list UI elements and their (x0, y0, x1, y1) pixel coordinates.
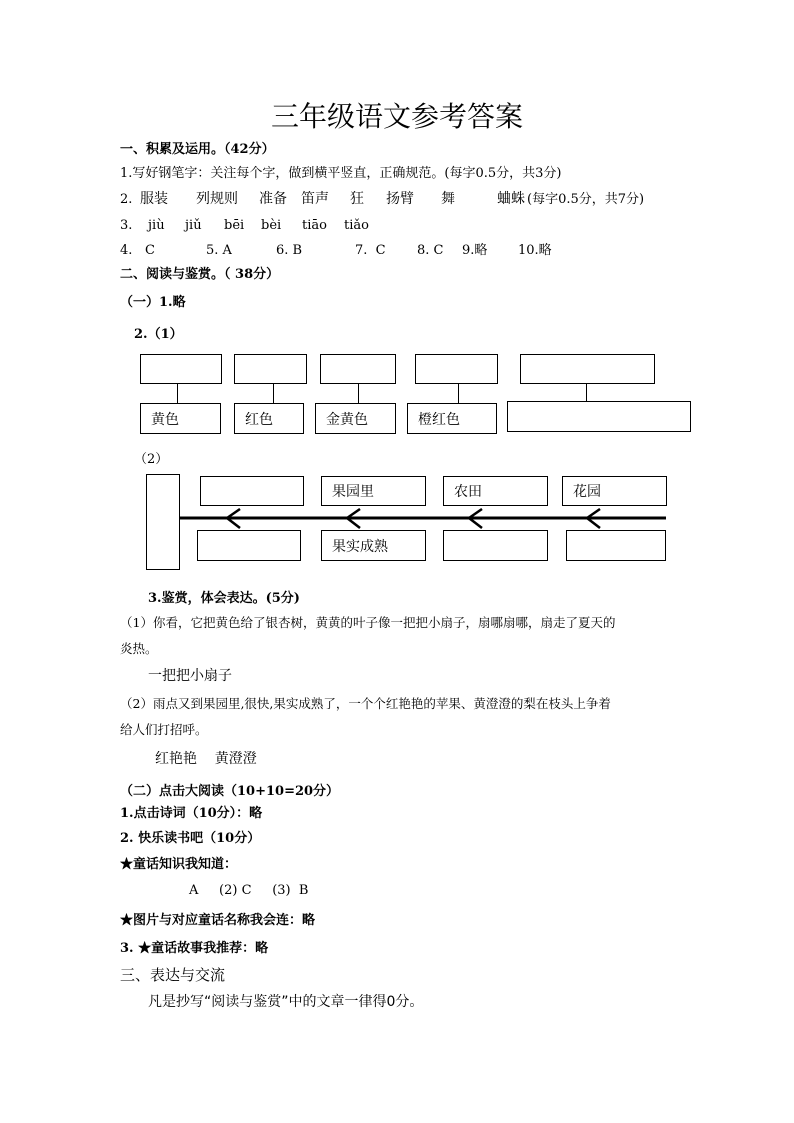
fishbone-label: 花园 (573, 484, 601, 500)
section-3-note: 凡是抄写“阅读与鉴赏”中的文章一律得0分。 (148, 994, 424, 1010)
part-2-q2: 2. 快乐读书吧（10分） (120, 831, 261, 846)
q3-1-text: （1）你看，它把黄色给了银杏树，黄黄的叶子像一把把小扇子，扇哪扇哪，扇走了夏天的 (120, 615, 616, 630)
fishbone-top-box (562, 476, 667, 506)
fishbone-label: 农田 (454, 484, 482, 500)
q2-word: 蛐蛛 (497, 191, 525, 207)
fishbone-label: 果实成熟 (332, 538, 388, 555)
fishbone-bottom-box (321, 530, 426, 561)
fishbone-top-box (443, 476, 548, 506)
q3-pinyin: jiù (148, 218, 165, 233)
part-2-q1: 1.点击诗词（10分）：略 (120, 806, 263, 821)
q1-line: 1.写好钢笔字：关注每个字，做到横平竖直，正确规范。(每字0.5分，共3分) (120, 166, 562, 181)
q3-pinyin: bēi (224, 218, 245, 233)
q3-title: 3.鉴赏，体会表达。(5分) (148, 591, 300, 606)
q3-pinyin: bèi (261, 218, 282, 233)
fairy-tale-knowledge: ★童话知识我知道： (120, 857, 238, 872)
q2-1-label: 2.（1） (134, 327, 183, 342)
picture-match: ★图片与对应童话名称我会连：略 (120, 913, 316, 928)
q2-2-label: （2） (134, 452, 169, 467)
story-recommend: 3. ★童话故事我推荐：略 (120, 941, 269, 956)
fishbone-bottom-box (566, 530, 666, 561)
fishbone-bottom-box (197, 530, 301, 561)
q3-1-answer: 一把把小扇子 (148, 668, 232, 684)
q2-word: 狂 (350, 191, 364, 207)
q3-pinyin: jiǔ (185, 218, 202, 233)
color-label: 金黄色 (326, 411, 368, 428)
q4-answer: 7. C (355, 243, 386, 258)
q2-word: 服装 (140, 191, 168, 207)
color-label: 黄色 (151, 411, 179, 428)
fishbone-bottom-box (443, 530, 548, 561)
fishbone-label: 果园里 (332, 484, 374, 500)
q3-number: 3. (120, 218, 133, 233)
q4-answer: 9.略 (462, 243, 488, 258)
fishbone-top-box (200, 476, 304, 506)
q4-answer: 5. A (206, 243, 232, 258)
q3-pinyin: tiǎo (344, 218, 369, 233)
section-heading-1: 一、积累及运用。（42分） (120, 142, 275, 157)
q2-word: 列规则 (196, 191, 238, 207)
q4-answer: C (145, 243, 155, 258)
q2-note: (每字0.5分，共7分) (527, 192, 645, 207)
color-label: 红色 (245, 411, 273, 428)
q4-answer: 8. C (417, 243, 444, 258)
part-1-q1: （一）1.略 (120, 295, 186, 310)
part-2-heading: （二）点击大阅读（10+10=20分） (120, 784, 340, 799)
page-title: 三年级语文参考答案 (270, 100, 523, 133)
q3-pinyin: tiāo (302, 218, 327, 233)
color-label: 橙红色 (418, 411, 460, 428)
fishbone-top-box (321, 476, 426, 506)
q2-word: 舞 (441, 191, 455, 207)
q2-word: 笛声 (301, 191, 329, 207)
q3-2-answer: 红艳艳 黄澄澄 (155, 751, 257, 767)
fairy-tale-answers: A (2) C (3) B (189, 883, 309, 898)
q2-word: 扬臂 (386, 191, 414, 207)
q4-answer: 6. B (276, 243, 303, 258)
q2-number: 2. (120, 192, 133, 207)
q2-word: 准备 (259, 191, 287, 207)
q3-1-text: 炎热。 (120, 641, 158, 656)
q4-answer: 10.略 (518, 243, 552, 258)
q4-number: 4. (120, 243, 133, 258)
section-heading-3: 三、表达与交流 (120, 966, 226, 984)
fishbone-head-box (146, 474, 180, 570)
q3-2-text: 给人们打招呼。 (120, 722, 208, 737)
q3-2-text: （2）雨点又到果园里,很快,果实成熟了，一个个红艳艳的苹果、黄澄澄的梨在枝头上争着 (120, 696, 611, 711)
section-heading-2: 二、阅读与鉴赏。（ 38分） (120, 267, 280, 282)
